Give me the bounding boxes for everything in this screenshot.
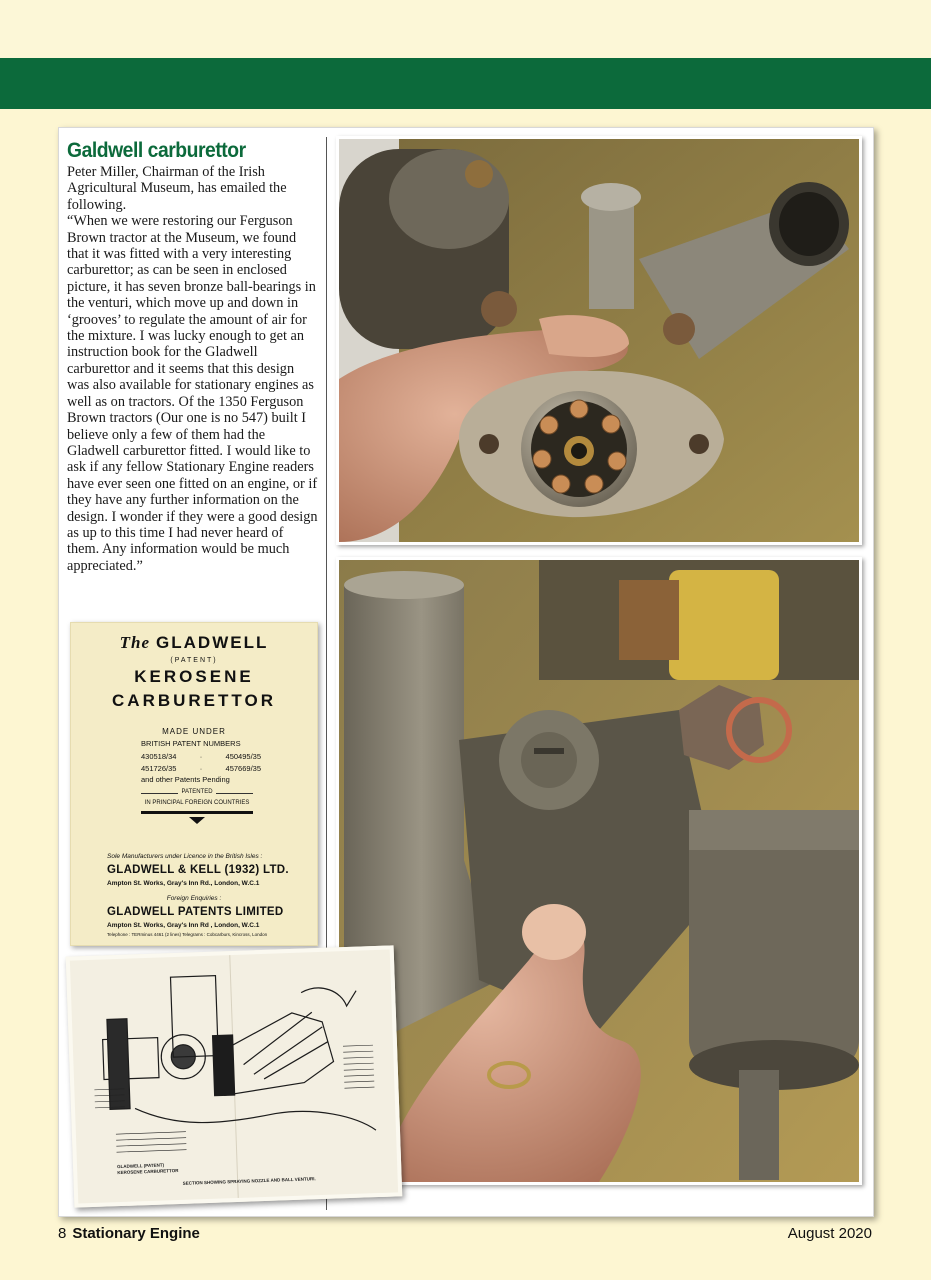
issue-date: August 2020 <box>787 1225 872 1242</box>
page-number: 8 <box>58 1225 67 1242</box>
header-band <box>0 58 931 109</box>
advert-carburettor: CARBURETTOR <box>112 691 276 710</box>
carburettor-diagram <box>66 945 403 1207</box>
advert-address2: Ampton St. Works, Gray's Inn Rd , London, W.C.1 <box>107 922 260 929</box>
advert-the: The <box>119 633 151 652</box>
advert-kerosene: KEROSENE <box>134 667 254 686</box>
advert-rule <box>141 811 253 814</box>
diagram-caption: SECTION SHOWING SPRAYING NOZZLE AND BALL VENTURI. <box>182 1176 316 1186</box>
top-margin <box>0 0 931 58</box>
advert-patent: (PATENT) <box>170 657 218 664</box>
advert-patent-numbers: 430518/34 · 450495/35 451726/35 · 457669/35 <box>141 752 261 773</box>
side-photo-image <box>339 560 859 1182</box>
advert-address1: Ampton St. Works, Gray's Inn Rd., London, W.C.1 <box>107 880 260 887</box>
patent-number: 457669/35 <box>225 764 261 773</box>
advert-company1: GLADWELL & KELL (1932) LTD. <box>107 864 289 876</box>
venturi-photo-image <box>339 139 859 542</box>
advert-patented <box>141 789 253 795</box>
patent-number: 451726/35 <box>141 764 177 773</box>
advert-foreign-enquiries: Foreign Enquiries : <box>166 895 222 902</box>
article-quote: “When we were restoring our Ferguson Brown tractor at the Museum, we found that it was fitted with a very interesting carburettor; as can be seen in enclosed picture, it has seven bronze ball-bearings in the venturi, which move up and down in ‘grooves’ to regulate the amount of air for the mixture. I was lucky enough to get an instruction book for the Gladwell carburettor and it seems that this design was also available for stationary engines as well as on tractors. Of the 1350 Ferguson Brown tractors (Our one is no 547) built I believe only a few of them had the Gladwell carburettor fitted. I would like to ask if any fellow Stationary Engine readers have ever seen one fitted on an engine, or if they have any further information on the design. I wonder if they were a good design as up to this time I had never heard of them. Any information would be much appreciated.” <box>67 213 318 574</box>
gladwell-advert <box>70 622 318 946</box>
advert-foreign-countries: IN PRINCIPAL FOREIGN COUNTRIES <box>144 800 250 806</box>
photo-carburettor-side <box>336 557 862 1185</box>
article-headline: Galdwell carburettor <box>67 139 246 162</box>
footer-left <box>58 1225 200 1242</box>
advert-pending: and other Patents Pending <box>141 775 230 784</box>
advert-british-patent: BRITISH PATENT NUMBERS <box>141 739 241 748</box>
advert-made-under: MADE UNDER <box>162 727 226 736</box>
advert-company2: GLADWELL PATENTS LIMITED <box>107 906 284 918</box>
diagram-label-name: GLADWELL (PATENT) <box>116 1162 165 1170</box>
article-body <box>67 164 319 574</box>
photo-carburettor-venturi <box>336 136 862 545</box>
patent-number: 450495/35 <box>225 752 261 761</box>
magazine-name: Stationary Engine <box>72 1225 200 1242</box>
advert-title-line1 <box>71 633 317 653</box>
advert-gladwell: GLADWELL <box>156 633 269 652</box>
patent-number: 430518/34 <box>141 752 177 761</box>
article-intro: Peter Miller, Chairman of the Irish Agricultural Museum, has emailed the following. <box>67 164 287 213</box>
advert-telephone: Telephone : TERminus 4461 (2 lines) Telegrams : Cobcarburs, Kincross, London <box>107 932 268 937</box>
advert-triangle-icon <box>189 817 205 824</box>
diagram-label-type: KEROSENE CARBURETTOR <box>117 1167 179 1176</box>
advert-sole-manufacturers: Sole Manufacturers under Licence in the British Isles : <box>107 853 263 860</box>
advert-patented-label: PATENTED <box>178 789 215 795</box>
